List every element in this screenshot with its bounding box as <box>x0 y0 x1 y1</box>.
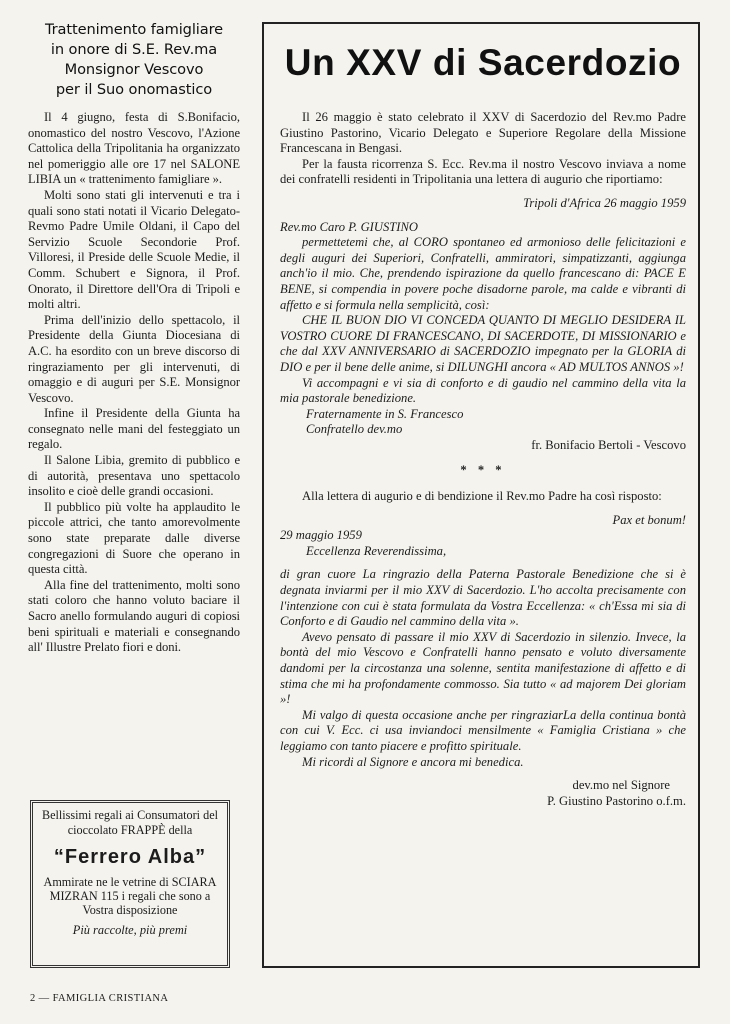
left-paragraph: Il pubblico più volte ha applaudito le piccole attrici, che tanto amorevolmente sono state preparate dalle diverse congregazioni di Suore che operano in questa città. <box>28 499 240 577</box>
letter-closing: Confratello dev.mo <box>306 422 403 437</box>
reply-date: 29 maggio 1959 <box>280 528 362 543</box>
left-article-body <box>28 110 240 656</box>
section-separator: * * * <box>460 463 506 478</box>
letter-signature: fr. Bonifacio Bertoli - Vescovo <box>531 437 686 452</box>
page-footer: 2 — FAMIGLIA CRISTIANA <box>30 993 169 1004</box>
left-title-line: Monsignor Vescovo <box>64 61 204 78</box>
left-paragraph: Il Salone Libia, gremito di pubblico e di autorità, presentava uno spettacolo insolito e cioè delle grandi occasioni. <box>28 453 240 499</box>
reply-paragraph: di gran cuore La ringrazio della Paterna Pastorale Benedizione che si è degnata inviarmi per il mio XXV di Sacerdozio. L'ho accolta precisamente con l'intenzione con cui è stata formulata da Vostra Eccellenza: « ch'Essa mi sia di Conforto e di Gaudio nel cammino della vita ». <box>280 567 686 629</box>
reply-intro: Alla lettera di augurio e di bendizione il Rev.mo Padre ha così risposto: <box>302 489 662 504</box>
reply-paragraph: Mi valgo di questa occasione anche per ringraziarLa della continua bontà con cui V. Ecc. ci usa inviandoci mensilmente « Famiglia Cristiana » che leggiamo con tanto piacere e profitto spirituale. <box>280 707 686 753</box>
letter-paragraph: permettetemi che, al CORO spontaneo ed armonioso delle felicitazioni e degli auguri dei Superiori, Confratelli, ammiratori, simpatizzanti, aggiunga anch'io il mio. Che, prendendo ispirazione da quello francescano di: PACE E BENE, si compendia in povere poche disadorne parole, ma calde e vibranti di affetto e si formula nella semplicità, così: <box>280 235 686 312</box>
left-paragraph: Alla fine del trattenimento, molti sono stati coloro che hanno voluto baciare il Sacro anello formulando auguri di copiosi beni spirituali e materiali e consegnando all' Illustre Prelato fiori e doni. <box>28 577 240 655</box>
reply-salutation: Eccellenza Reverendissima, <box>306 543 447 558</box>
ad-details-text: Ammirate ne le vetrine di SCIARA MIZRAN 115 i regali che sono a Vostra disposizione <box>43 875 217 917</box>
left-paragraph: Infine il Presidente della Giunta ha consegnato nelle mani del festeggiato un regalo. <box>28 406 240 452</box>
left-title-line: per il Suo onomastico <box>55 81 213 98</box>
left-article-title <box>28 20 240 100</box>
letter-paragraph: Vi accompagni e vi sia di conforto e di gaudio nel cammino della vita la mia pastorale benedizione. <box>280 375 686 406</box>
left-paragraph: Il 4 giugno, festa di S.Bonifacio, onomastico del nostro Vescovo, l'Azione Cattolica della Tripolitania ha organizzato nel pomeriggio alle ore 17 nel SALONE LIBIA un « trattenimento famigliare ». <box>28 110 240 187</box>
reply-closing: dev.mo nel Signore <box>572 778 670 793</box>
main-article-body <box>280 110 686 809</box>
letter-salutation: Rev.mo Caro P. GIUSTINO <box>280 219 418 234</box>
letter-closing: Fraternamente in S. Francesco <box>306 406 464 421</box>
reply-signature: P. Giustino Pastorino o.f.m. <box>547 793 686 808</box>
reply-paragraph: Mi ricordi al Signore e ancora mi benedica. <box>302 754 524 769</box>
ad-intro-text: Bellissimi regali ai Consumatori del cioccolato FRAPPÈ della <box>41 808 219 837</box>
intro-paragraph: Il 26 maggio è stato celebrato il XXV di Sacerdozio del Rev.mo Padre Giustino Pastorino, Vicario Delegato e Superiore Regolare della Missione Francescana in Bengasi. <box>280 110 686 156</box>
main-article-title: Un XXV di Sacerdozio <box>284 42 682 83</box>
ad-brand-name: “Ferrero Alba” <box>53 846 207 868</box>
left-paragraph: Molti sono stati gli intervenuti e tra i quali sono stati notati il Vicario Delegato-Revmo Padre Umile Oldani, il Capo del Servizio Scuole Secondorie Prof. Villoresi, il Preside delle Scuole Medie, il Comm. Schubert e Signora, il Prof. Onorato, il Direttore dell'Ora di Tripoli e molti altri. <box>28 187 240 312</box>
left-title-line: in onore di S.E. Rev.ma <box>50 41 218 58</box>
letter-paragraph: CHE IL BUON DIO VI CONCEDA QUANTO DI MEGLIO DESIDERA IL VOSTRO CUORE DI FRANCESCANO, DI SACERDOTE, DI MISSIONARIO e che dal XXV ANNIVERSARIO di SACERDOZIO impegnato per la GLORIA di DIO e per il bene delle anime, si DILUNGHI ancora « AD MULTOS ANNOS »! <box>280 313 686 374</box>
left-column <box>28 20 240 656</box>
ad-slogan: Più raccolte, più premi <box>72 923 188 937</box>
main-article-box <box>262 22 700 968</box>
ferrero-advertisement <box>30 800 230 968</box>
intro-paragraph: Per la fausta ricorrenza S. Ecc. Rev.ma il nostro Vescovo inviava a nome dei confratelli residenti in Tripolitania una lettera di augurio che riportiamo: <box>280 156 686 187</box>
reply-greeting: Pax et bonum! <box>612 512 686 527</box>
left-title-line: Trattenimento famigliare <box>44 21 224 38</box>
letter-date: Tripoli d'Africa 26 maggio 1959 <box>523 195 686 210</box>
reply-paragraph: Avevo pensato di passare il mio XXV di Sacerdozio in silenzio. Invece, la bontà del mio Vescovo e Confratelli hanno pensato e voluto diversamente dandomi per la circostanza una solenne, sentita manifestazione di affetto e di stima che mi ha profondamente commosso. Sia tutto « ad majorem Dei gloriam »! <box>280 629 686 707</box>
left-paragraph: Prima dell'inizio dello spettacolo, il Presidente della Giunta Diocesiana di A.C. ha esordito con un breve discorso di ringraziamento per gli intervenuti, di omaggio e di auguri per S.E. Monsignor Vescovo. <box>28 312 240 405</box>
